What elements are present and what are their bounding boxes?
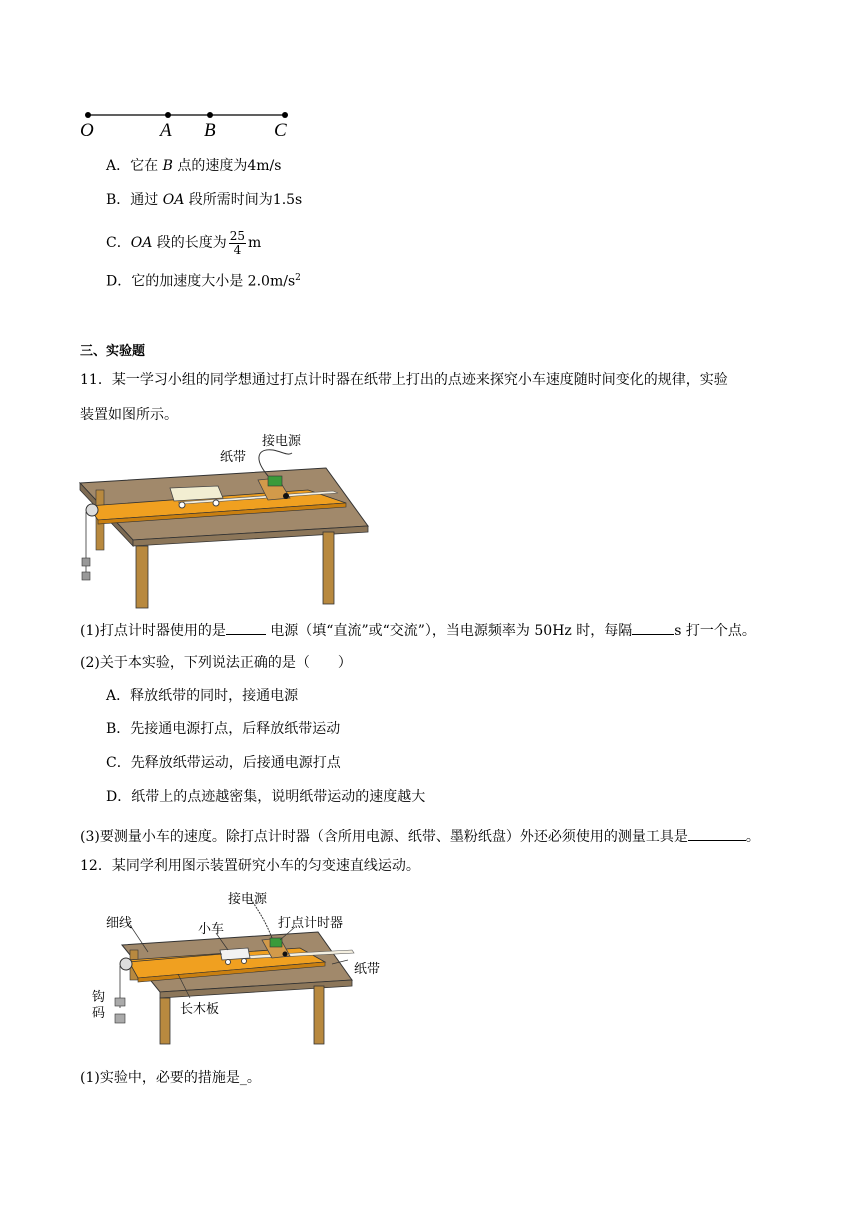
section-title: 三、实验题: [80, 344, 146, 359]
point-label-c: C: [274, 120, 287, 141]
q10-option-a[interactable]: A．它在 B 点的速度为4m/s: [106, 158, 282, 174]
q11-option-b[interactable]: B．先接通电源打点，后释放纸带运动: [106, 721, 341, 737]
q11-label-power: 接电源: [262, 434, 302, 449]
q12-label-timer: 打点计时器: [278, 916, 344, 931]
point-label-a: A: [160, 120, 172, 141]
q11-part2: (2)关于本实验，下列说法正确的是（ ）: [80, 655, 352, 671]
answer-blank-3[interactable]: [688, 826, 746, 841]
q11-label-tape: 纸带: [220, 450, 247, 465]
fraction: $\frac{25}{4}$: [229, 228, 246, 257]
q12-label-string: 细线: [106, 916, 133, 931]
q11-stem-line2: 装置如图所示。: [80, 407, 178, 423]
q11-option-a[interactable]: A．释放纸带的同时，接通电源: [106, 688, 299, 704]
q12-label-tape: 纸带: [354, 962, 381, 977]
q12-label-hook1: 钩: [92, 990, 106, 1005]
q11-part3: (3)要测量小车的速度。除打点计时器（含所用电源、纸带、墨粉纸盘）外还必须使用的测量工具是 。: [80, 826, 760, 847]
q12-label-hook2: 码: [92, 1006, 106, 1021]
q10-option-c[interactable]: C．OA 段的长度为 $\frac{25}{4}$ m: [106, 228, 262, 257]
q12-label-power: 接电源: [228, 892, 268, 907]
q12-stem: 12．某同学利用图示装置研究小车的匀变速直线运动。: [80, 858, 420, 874]
q11-option-c[interactable]: C．先释放纸带运动，后接通电源打点: [106, 755, 341, 771]
q12-label-board: 长木板: [180, 1002, 220, 1017]
q12-part1: (1)实验中，必要的措施是_。: [80, 1070, 261, 1086]
answer-blank-1[interactable]: [226, 620, 266, 635]
q10-option-b[interactable]: B．通过 OA 段所需时间为1.5s: [106, 192, 303, 208]
q11-part1: (1)打点计时器使用的是 电源（填“直流”或“交流”），当电源频率为 50Hz 时，每隔 s 打一个点。: [80, 620, 756, 641]
q11-option-d[interactable]: D．纸带上的点迹越密集，说明纸带运动的速度越大: [106, 789, 426, 805]
q11-stem-line1: 11．某一学习小组的同学想通过打点计时器在纸带上打出的点迹来探究小车速度随时间变化的规律，实验: [80, 372, 728, 388]
q10-option-d[interactable]: D．它的加速度大小是 $2.0m/s^2$: [106, 273, 301, 290]
q12-label-cart: 小车: [198, 922, 225, 937]
point-label-b: B: [204, 120, 216, 141]
answer-blank-2[interactable]: [632, 620, 674, 635]
point-label-o: O: [80, 120, 94, 141]
number-line-diagram: [80, 105, 300, 145]
